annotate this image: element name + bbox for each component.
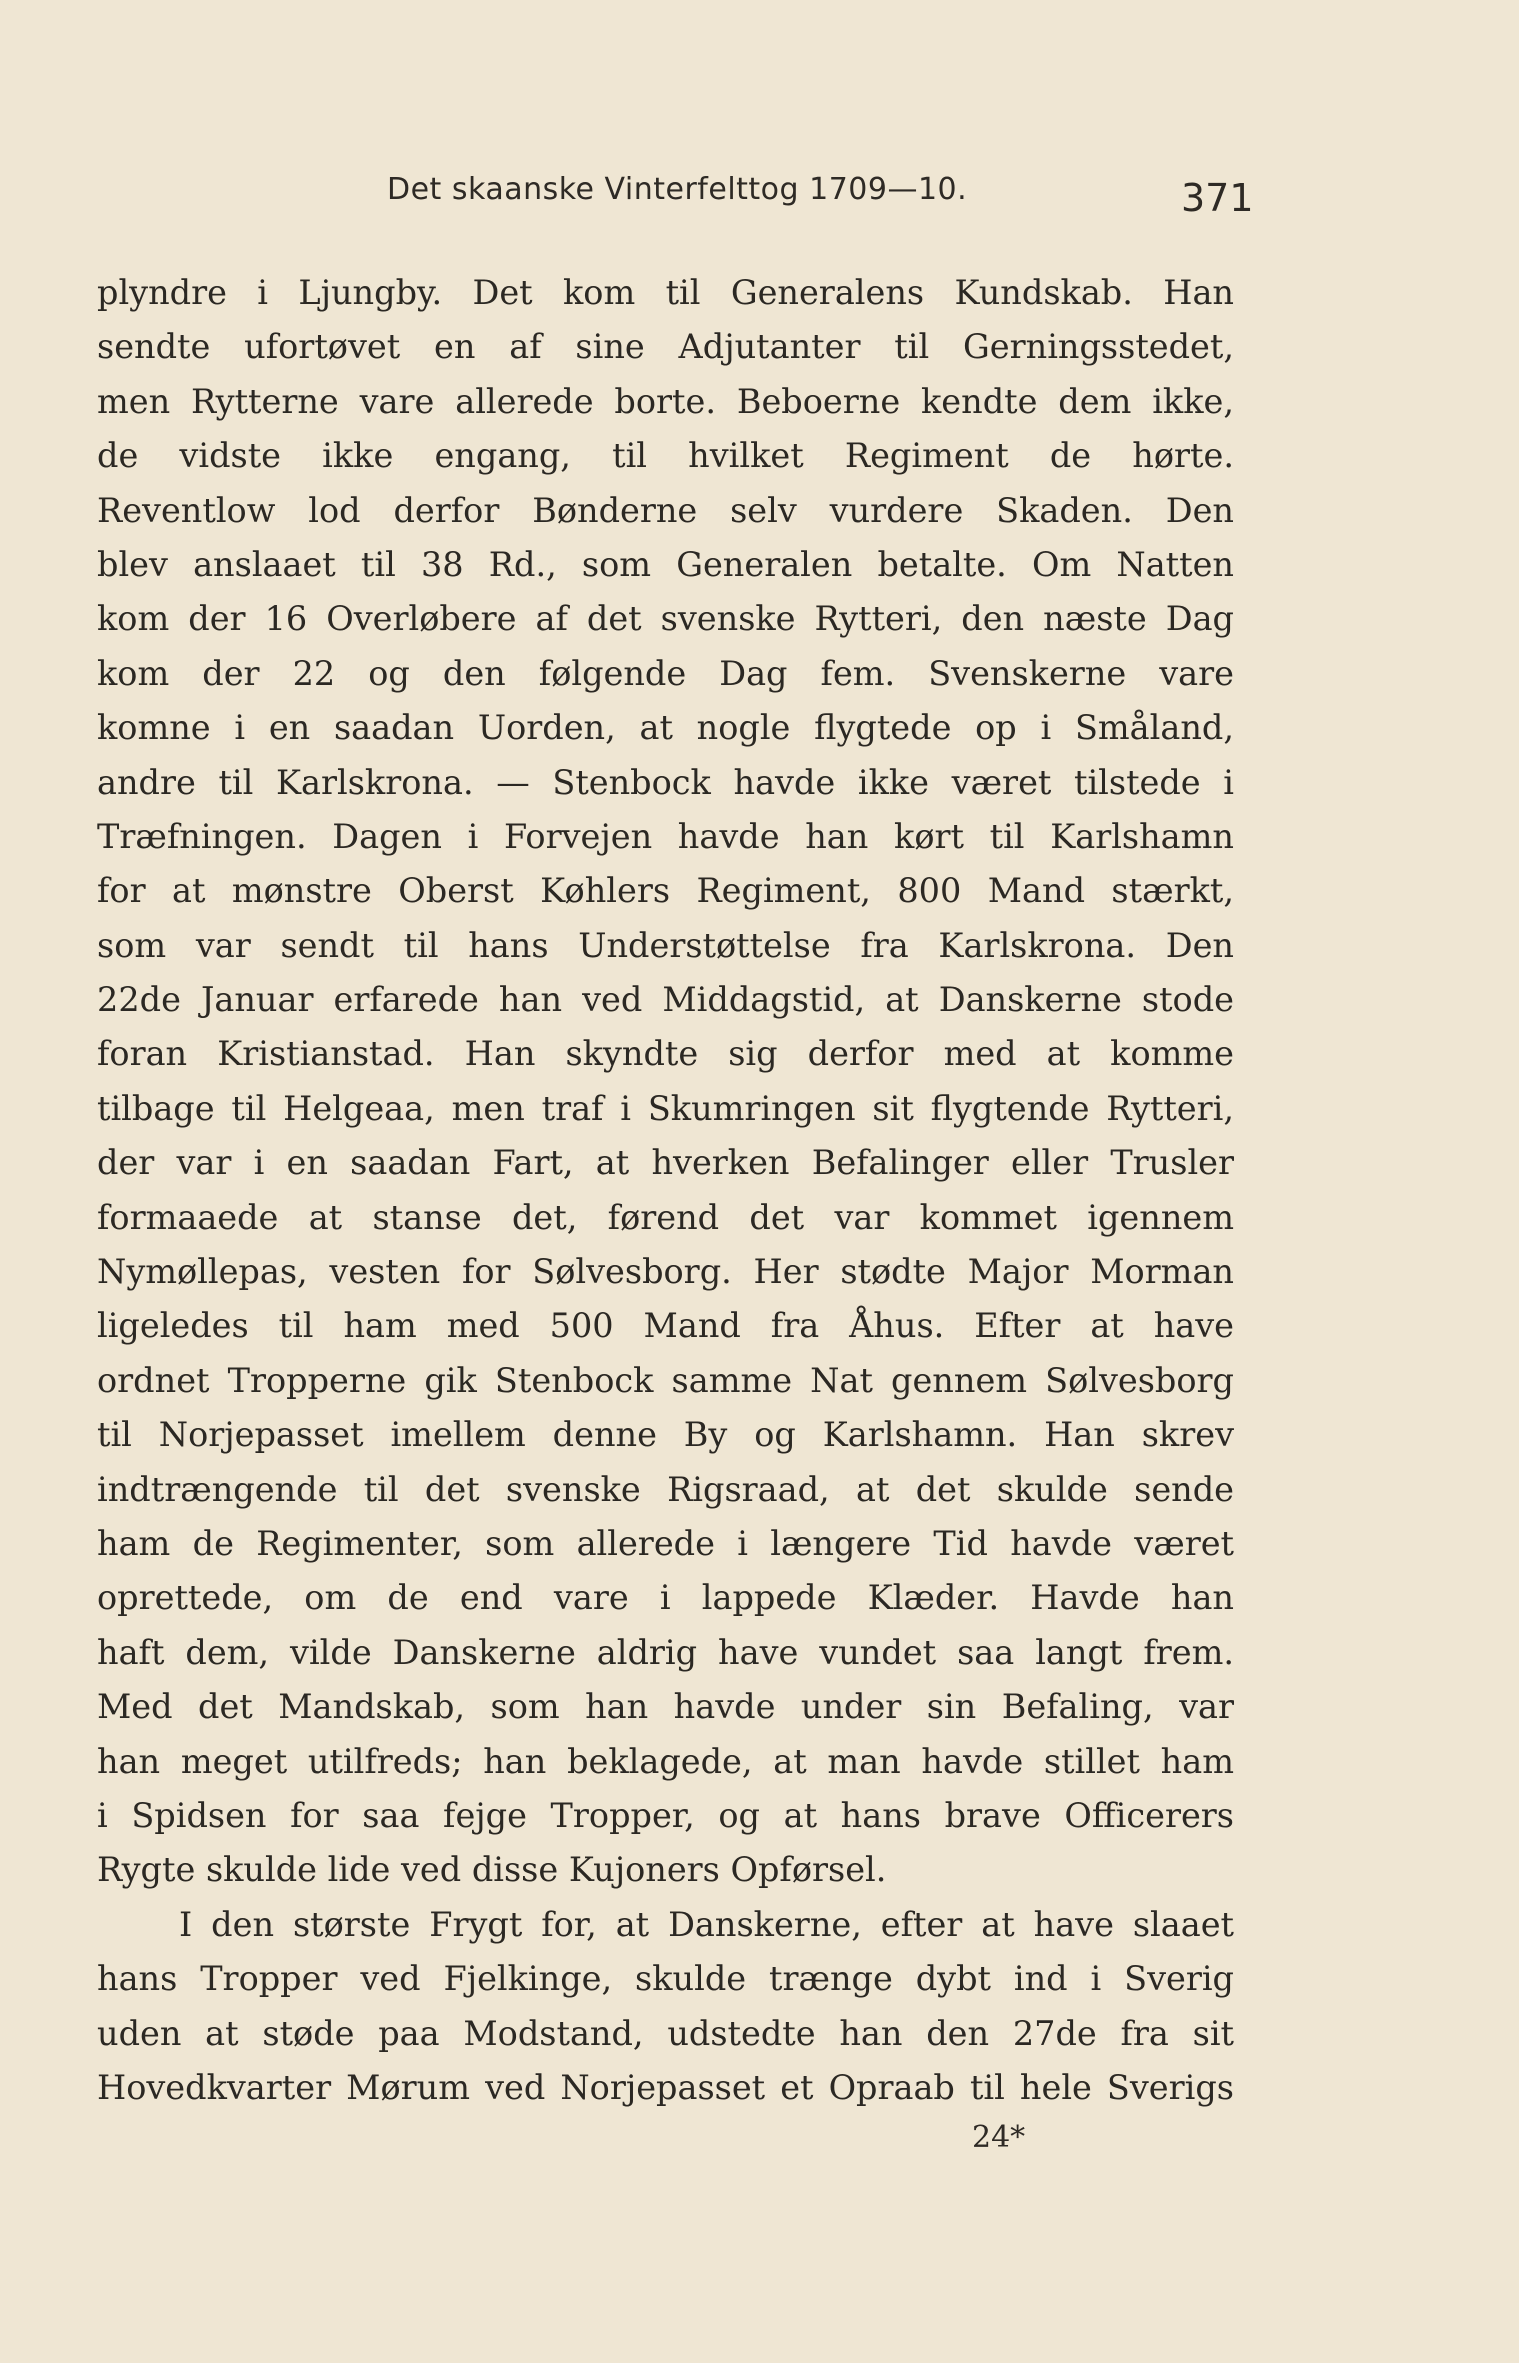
text-line: andre til Karlskrona. — Stenbock havde ikke været tilstede i <box>97 762 1234 802</box>
text-line: plyndre i Ljungby. Det kom til Generalens Kundskab. Han <box>97 273 1234 312</box>
text-line: komne i en saadan Uorden, at nogle flygtede op i Småland, <box>97 708 1234 748</box>
text-line: ordnet Tropperne gik Stenbock samme Nat gennem Sølvesborg <box>97 1360 1234 1400</box>
text-line: sendte ufortøvet en af sine Adjutanter til Gerningsstedet, <box>97 327 1234 367</box>
paragraph-first-line: I den største Frygt for, at Danskerne, efter at have slaaet <box>179 1904 1234 1944</box>
page-number: 371 <box>1181 176 1254 220</box>
text-line: 22de Januar erfarede han ved Middagstid, at Danskerne stode <box>97 980 1234 1020</box>
signature-mark: 24* <box>972 2120 1026 2155</box>
text-line: Træfningen. Dagen i Forvejen havde han kørt til Karlshamn <box>97 816 1234 856</box>
text-line: han meget utilfreds; han beklagede, at man havde stillet ham <box>97 1741 1234 1781</box>
running-title: Det skaanske Vinterfelttog 1709—10. <box>387 172 968 207</box>
text-line: Reventlow lod derfor Bønderne selv vurdere Skaden. Den <box>97 490 1234 530</box>
text-line: ligeledes til ham med 500 Mand fra Åhus. Efter at have <box>97 1306 1234 1346</box>
text-line: til Norjepasset imellem denne By og Karlshamn. Han skrev <box>97 1415 1234 1455</box>
text-line: for at mønstre Oberst Køhlers Regiment, 800 Mand stærkt, <box>97 871 1234 911</box>
text-line: ham de Regimenter, som allerede i længere Tid havde været <box>97 1523 1234 1563</box>
text-line: Hovedkvarter Mørum ved Norjepasset et Opraab til hele Sverigs <box>97 2067 1234 2107</box>
text-line: der var i en saadan Fart, at hverken Befalinger eller Trusler <box>97 1143 1234 1183</box>
text-line: hans Tropper ved Fjelkinge, skulde trænge dybt ind i Sverig <box>97 1959 1234 1999</box>
body-text <box>97 266 1234 2115</box>
text-line: Med det Mandskab, som han havde under sin Befaling, var <box>97 1687 1234 1727</box>
text-line: Nymøllepas, vesten for Sølvesborg. Her stødte Major Morman <box>97 1252 1234 1292</box>
text-line: uden at støde paa Modstand, udstedte han den 27de fra sit <box>97 2013 1234 2053</box>
text-line: formaaede at stanse det, førend det var kommet igennem <box>97 1197 1234 1237</box>
text-line: men Rytterne vare allerede borte. Beboerne kendte dem ikke, <box>97 381 1234 421</box>
text-line: haft dem, vilde Danskerne aldrig have vundet saa langt frem. <box>97 1632 1234 1672</box>
text-line: kom der 16 Overløbere af det svenske Rytteri, den næste Dag <box>97 599 1234 639</box>
paragraph-end-line: Rygte skulde lide ved disse Kujoners Opførsel. <box>97 1850 887 1890</box>
text-line: som var sendt til hans Understøttelse fra Karlskrona. Den <box>97 925 1234 965</box>
text-line: de vidste ikke engang, til hvilket Regiment de hørte. <box>97 436 1234 476</box>
text-line: oprettede, om de end vare i lappede Klæder. Havde han <box>97 1578 1234 1618</box>
text-line: indtrængende til det svenske Rigsraad, at det skulde sende <box>97 1469 1234 1509</box>
text-line: tilbage til Helgeaa, men traf i Skumringen sit flygtende Rytteri, <box>97 1088 1234 1128</box>
text-line: kom der 22 og den følgende Dag fem. Svenskerne vare <box>97 653 1234 693</box>
text-line: blev anslaaet til 38 Rd., som Generalen betalte. Om Natten <box>97 544 1234 584</box>
text-line: foran Kristianstad. Han skyndte sig derfor med at komme <box>97 1034 1234 1074</box>
text-line: i Spidsen for saa fejge Tropper, og at hans brave Officerers <box>97 1795 1234 1835</box>
